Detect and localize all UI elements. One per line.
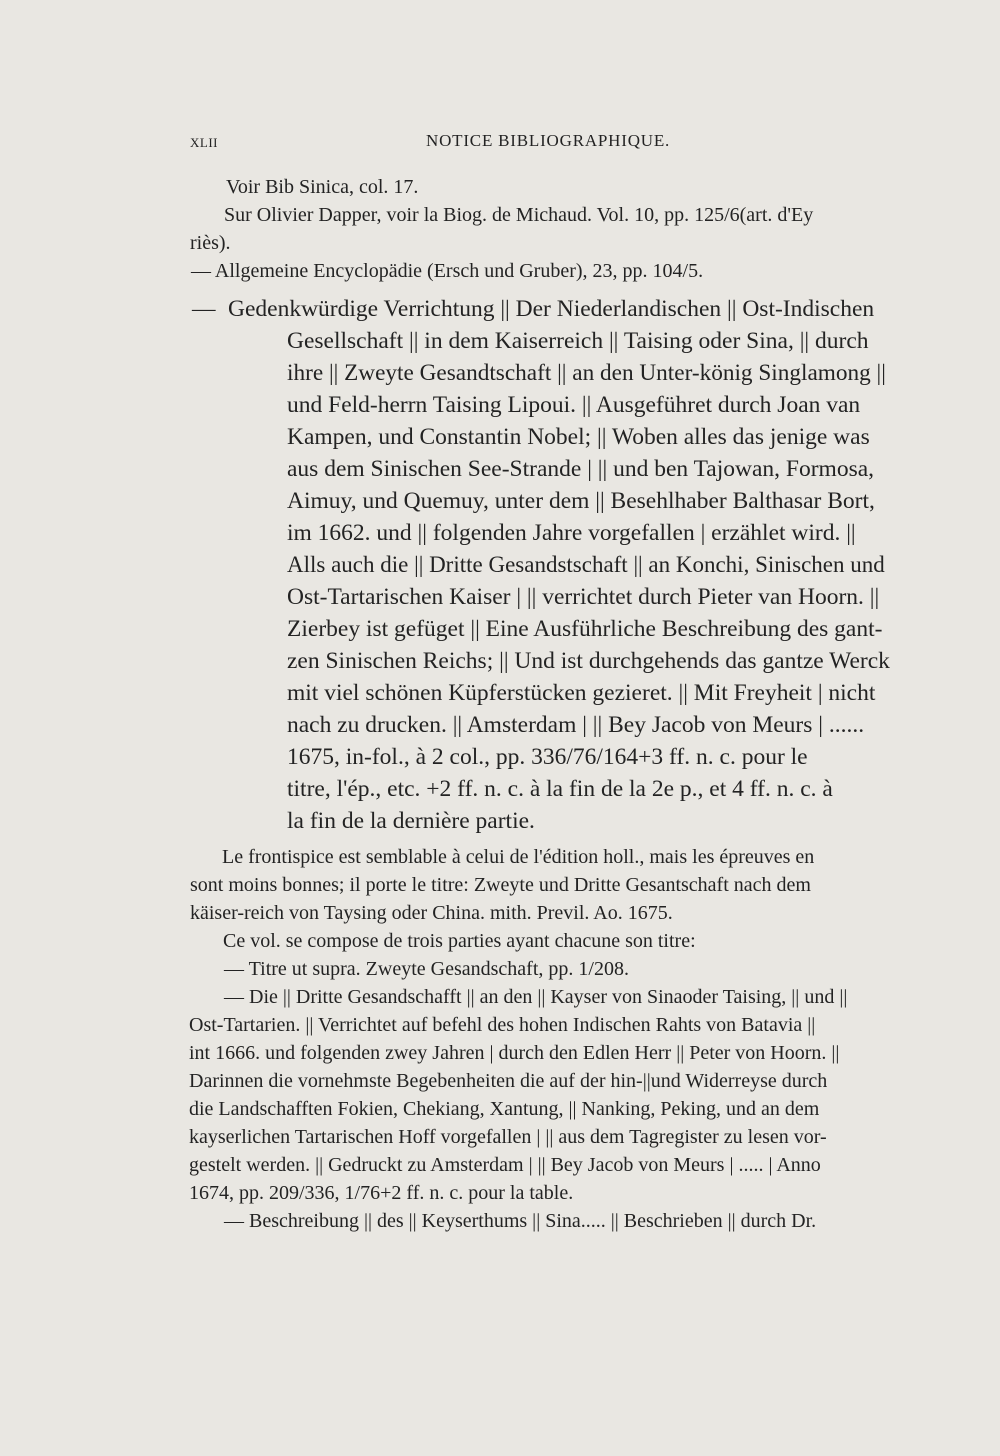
entry-line: ihre || Zweyte Gesandtschaft || an den Unter-könig Singlamong || [287, 360, 886, 386]
intro-line: — Allgemeine Encyclopädie (Ersch und Gruber), 23, pp. 104/5. [191, 260, 704, 282]
entry-line: Ost-Tartarischen Kaiser | || verrichtet durch Pieter van Hoorn. || [287, 584, 880, 610]
page-number: XLII [190, 135, 218, 150]
note-line: int 1666. und folgenden zwey Jahren | durch den Edlen Herr || Peter von Hoorn. || [189, 1042, 840, 1064]
note-line: — Titre ut supra. Zweyte Gesandschaft, pp. 1/208. [224, 958, 629, 980]
intro-line: Voir Bib Sinica, col. 17. [226, 176, 419, 198]
note-line: Darinnen die vornehmste Begebenheiten die auf der hin-||und Widerreyse durch [189, 1070, 828, 1092]
note-line: — Beschreibung || des || Keyserthums || Sina..... || Beschrieben || durch Dr. [224, 1210, 817, 1232]
note-line: kayserlichen Tartarischen Hoff vorgefallen | || aus dem Tagregister zu lesen vor- [189, 1126, 827, 1148]
entry-line: nach zu drucken. || Amsterdam | || Bey Jacob von Meurs | ...... [287, 712, 865, 738]
entry-line: Zierbey ist gefüget || Eine Ausführliche Beschreibung des gant- [287, 616, 883, 642]
entry-line: Gesellschaft || in dem Kaiserreich || Taising oder Sina, || durch [287, 328, 869, 354]
note-line: gestelt werden. || Gedruckt zu Amsterdam | || Bey Jacob von Meurs | ..... | Anno [189, 1154, 821, 1176]
entry-line: im 1662. und || folgenden Jahre vorgefallen | erzählet wird. || [287, 520, 856, 546]
note-line: Ce vol. se compose de trois parties ayant chacune son titre: [223, 930, 696, 952]
entry-line: titre, l'ép., etc. +2 ff. n. c. à la fin de la 2e p., et 4 ff. n. c. à [287, 776, 833, 802]
entry-line: 1675, in-fol., à 2 col., pp. 336/76/164+3 ff. n. c. pour le [287, 744, 808, 770]
entry-line: Gedenkwürdige Verrichtung || Der Niederlandischen || Ost-Indischen [228, 296, 875, 322]
note-line: — Die || Dritte Gesandschafft || an den || Kayser von Sinaoder Taising, || und || [224, 986, 848, 1008]
intro-line: Sur Olivier Dapper, voir la Biog. de Michaud. Vol. 10, pp. 125/6(art. d'Ey [224, 204, 814, 226]
entry-dash: — [192, 296, 216, 322]
note-line: 1674, pp. 209/336, 1/76+2 ff. n. c. pour la table. [189, 1182, 574, 1204]
note-line: die Landschafften Fokien, Chekiang, Xantung, || Nanking, Peking, und an dem [189, 1098, 820, 1120]
intro-line: riès). [190, 232, 231, 254]
entry-line: und Feld-herrn Taising Lipoui. || Ausgeführet durch Joan van [287, 392, 861, 418]
page-header [0, 131, 1000, 161]
entry-line: aus dem Sinischen See-Strande | || und ben Tajowan, Formosa, [287, 456, 875, 482]
entry-line: mit viel schönen Küpferstücken gezieret. || Mit Freyheit | nicht [287, 680, 876, 706]
entry-line: zen Sinischen Reichs; || Und ist durchgehends das gantze Werck [287, 648, 890, 674]
entry-line: Alls auch die || Dritte Gesandstschaft || an Konchi, Sinischen und [287, 552, 885, 577]
note-line: sont moins bonnes; il porte le titre: Zweyte und Dritte Gesantschaft nach dem [190, 874, 811, 896]
running-title: NOTICE BIBLIOGRAPHIQUE. [426, 131, 671, 150]
note-line: käiser-reich von Taysing oder China. mith. Previl. Ao. 1675. [190, 902, 673, 924]
entry-line: la fin de la dernière partie. [287, 808, 535, 834]
note-line: Ost-Tartarien. || Verrichtet auf befehl des hohen Indischen Rahts von Batavia || [189, 1014, 816, 1036]
note-line: Le frontispice est semblable à celui de l'édition holl., mais les épreuves en [222, 846, 815, 868]
entry-line: Aimuy, und Quemuy, unter dem || Besehlhaber Balthasar Bort, [287, 488, 875, 514]
entry-line: Kampen, und Constantin Nobel; || Woben alles das jenige was [287, 424, 870, 450]
